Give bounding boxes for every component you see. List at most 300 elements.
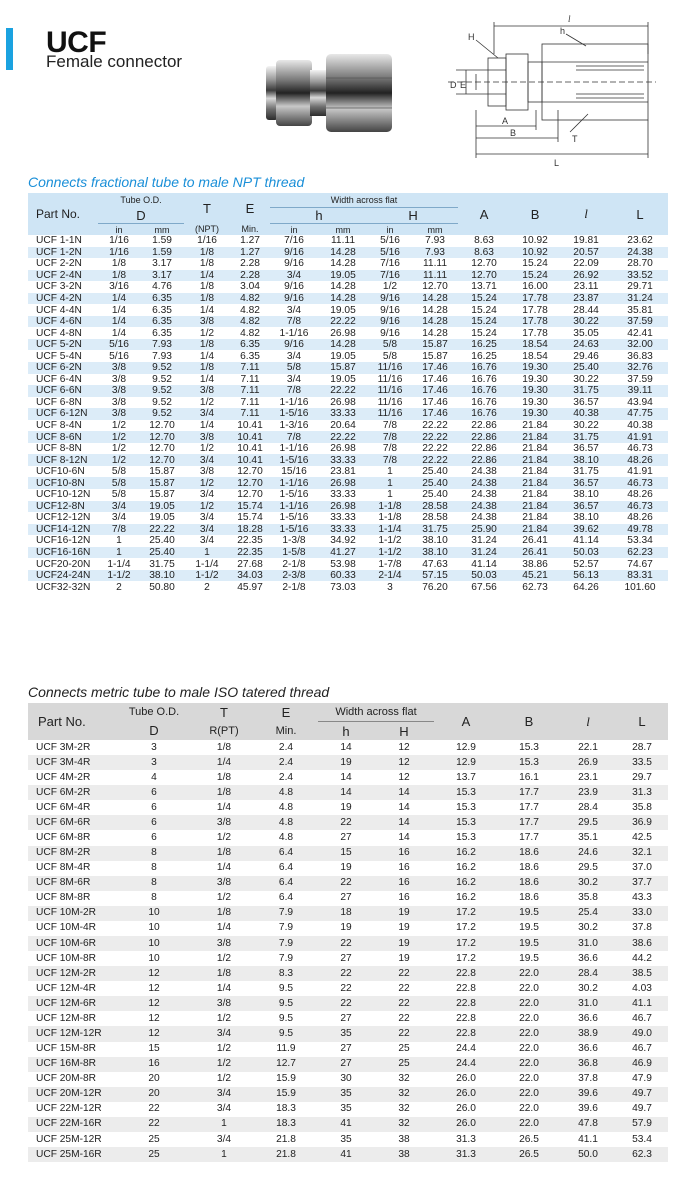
table-cell: 18.6 bbox=[498, 891, 560, 906]
table-cell: 7/8 bbox=[368, 454, 412, 466]
table-row bbox=[28, 501, 668, 513]
table-cell: 24.6 bbox=[560, 846, 616, 861]
table-cell: 9/16 bbox=[270, 339, 318, 351]
technical-drawing bbox=[436, 14, 666, 172]
table-cell: 16 bbox=[374, 876, 434, 891]
table-cell: 28.7 bbox=[616, 740, 668, 755]
product-title: UCF bbox=[46, 26, 107, 59]
table-cell: 3/8 bbox=[194, 936, 254, 951]
table-cell: 35.81 bbox=[612, 304, 668, 316]
table-cell: 6 bbox=[114, 830, 194, 845]
table-cell: 12.70 bbox=[140, 443, 184, 455]
table-cell: 41.14 bbox=[560, 535, 612, 547]
table-cell: 15.9 bbox=[254, 1087, 318, 1102]
part-number-cell: UCF 3M-2R bbox=[28, 740, 114, 755]
fractional-section-caption: Connects fractional tube to male NPT thread bbox=[28, 174, 305, 190]
dim-L-label: L bbox=[554, 158, 560, 168]
table-cell: 41 bbox=[318, 1117, 374, 1132]
table-row bbox=[28, 420, 668, 432]
table-cell: 28.44 bbox=[560, 304, 612, 316]
table-cell: 1-1/16 bbox=[270, 477, 318, 489]
table-cell: 14.28 bbox=[412, 293, 458, 305]
table-cell: 83.31 bbox=[612, 570, 668, 582]
table-cell: 64.26 bbox=[560, 581, 612, 593]
table-cell: 27 bbox=[318, 951, 374, 966]
part-number-cell: UCF 12M-8R bbox=[28, 1011, 114, 1026]
table-row bbox=[28, 921, 668, 936]
table-cell: 1/4 bbox=[184, 304, 230, 316]
table-cell: 22.22 bbox=[318, 316, 368, 328]
table-cell: 19.05 bbox=[318, 350, 368, 362]
part-number-cell: UCF16-16N bbox=[28, 547, 98, 559]
table-cell: 17.7 bbox=[498, 830, 560, 845]
table-cell: 17.7 bbox=[498, 785, 560, 800]
table-cell: 19.5 bbox=[498, 906, 560, 921]
table-cell: 6 bbox=[114, 785, 194, 800]
table-row bbox=[28, 1011, 668, 1026]
table-cell: 12.70 bbox=[230, 477, 270, 489]
table-cell: 1-1/16 bbox=[270, 443, 318, 455]
table-cell: 26.0 bbox=[434, 1117, 498, 1132]
table-cell: 1-1/16 bbox=[270, 327, 318, 339]
table-row bbox=[28, 1087, 668, 1102]
table-cell: 7.9 bbox=[254, 906, 318, 921]
table-cell: 34.92 bbox=[318, 535, 368, 547]
table-row bbox=[28, 258, 668, 270]
table-cell: 14 bbox=[318, 770, 374, 785]
table-cell: 36.6 bbox=[560, 1042, 616, 1057]
table-cell: 18.54 bbox=[510, 350, 560, 362]
table-cell: 24.38 bbox=[458, 477, 510, 489]
table-cell: 38.10 bbox=[560, 454, 612, 466]
part-number-cell: UCF 10M-8R bbox=[28, 951, 114, 966]
table-cell: 16.76 bbox=[458, 362, 510, 374]
table-cell: 17.46 bbox=[412, 397, 458, 409]
table-cell: 22.86 bbox=[458, 420, 510, 432]
table-cell: 1/4 bbox=[194, 861, 254, 876]
table-cell: 37.59 bbox=[612, 316, 668, 328]
table-cell: 27 bbox=[318, 1057, 374, 1072]
table-cell: 22 bbox=[318, 966, 374, 981]
table-cell: 15.24 bbox=[458, 293, 510, 305]
table-cell: 1/4 bbox=[184, 420, 230, 432]
table-cell: 11.9 bbox=[254, 1042, 318, 1057]
part-number-cell: UCF 1-1N bbox=[28, 235, 98, 247]
table-cell: 1-5/16 bbox=[270, 454, 318, 466]
table-cell: 5/8 bbox=[368, 339, 412, 351]
table-cell: 15.74 bbox=[230, 501, 270, 513]
part-number-cell: UCF10-6N bbox=[28, 466, 98, 478]
table-cell: 28.58 bbox=[412, 501, 458, 513]
table-cell: 22.22 bbox=[412, 454, 458, 466]
table-row bbox=[28, 443, 668, 455]
table-row bbox=[28, 815, 668, 830]
table-cell: 48.26 bbox=[612, 454, 668, 466]
part-number-cell: UCF 2-2N bbox=[28, 258, 98, 270]
table-cell: 57.15 bbox=[412, 570, 458, 582]
table-cell: 1-5/8 bbox=[270, 547, 318, 559]
table-cell: 25 bbox=[374, 1057, 434, 1072]
col-tube-od: Tube O.D. bbox=[98, 193, 184, 208]
table-cell: 35.05 bbox=[560, 327, 612, 339]
table-cell: 15.3 bbox=[434, 785, 498, 800]
table-cell: 22.0 bbox=[498, 1087, 560, 1102]
table-cell: 16 bbox=[374, 846, 434, 861]
table-cell: 6.4 bbox=[254, 876, 318, 891]
table-cell: 19.05 bbox=[318, 270, 368, 282]
table-cell: 21.84 bbox=[510, 477, 560, 489]
table-cell: 33.33 bbox=[318, 454, 368, 466]
table-cell: 31.75 bbox=[560, 466, 612, 478]
table-cell: 36.83 bbox=[612, 350, 668, 362]
table-cell: 1/2 bbox=[98, 454, 140, 466]
col-B: B bbox=[498, 703, 560, 740]
table-cell: 26.98 bbox=[318, 327, 368, 339]
table-cell: 29.5 bbox=[560, 815, 616, 830]
table-cell: 22 bbox=[114, 1117, 194, 1132]
table-cell: 35.1 bbox=[560, 830, 616, 845]
table-cell: 12.70 bbox=[230, 489, 270, 501]
table-cell: 21.84 bbox=[510, 420, 560, 432]
dim-l-label: l bbox=[568, 14, 571, 24]
table-cell: 1/8 bbox=[184, 281, 230, 293]
table-cell: 22 bbox=[114, 1102, 194, 1117]
table-cell: 1/2 bbox=[98, 420, 140, 432]
table-cell: 22.22 bbox=[412, 443, 458, 455]
table-cell: 7.11 bbox=[230, 385, 270, 397]
table-cell: 3/8 bbox=[98, 385, 140, 397]
table-cell: 26.98 bbox=[318, 443, 368, 455]
table-row bbox=[28, 339, 668, 351]
table-row bbox=[28, 385, 668, 397]
table-row bbox=[28, 350, 668, 362]
table-cell: 7.93 bbox=[140, 350, 184, 362]
table-cell: 12.9 bbox=[434, 740, 498, 755]
table-cell: 49.7 bbox=[616, 1102, 668, 1117]
col-T-sub: (NPT) bbox=[184, 224, 230, 236]
table-cell: 11.11 bbox=[412, 270, 458, 282]
table-cell: 1/8 bbox=[184, 258, 230, 270]
table-cell: 33.33 bbox=[318, 512, 368, 524]
table-cell: 13.71 bbox=[458, 281, 510, 293]
table-cell: 26.9 bbox=[560, 755, 616, 770]
table-cell: 22.0 bbox=[498, 1057, 560, 1072]
table-cell: 1 bbox=[184, 547, 230, 559]
table-cell: 17.2 bbox=[434, 936, 498, 951]
table-cell: 39.6 bbox=[560, 1102, 616, 1117]
table-row bbox=[28, 861, 668, 876]
table-cell: 17.2 bbox=[434, 921, 498, 936]
table-cell: 45.21 bbox=[510, 570, 560, 582]
table-cell: 56.13 bbox=[560, 570, 612, 582]
table-row bbox=[28, 489, 668, 501]
table-cell: 43.94 bbox=[612, 397, 668, 409]
table-cell: 21.8 bbox=[254, 1132, 318, 1147]
table-row bbox=[28, 374, 668, 386]
table-cell: 21.84 bbox=[510, 501, 560, 513]
table-cell: 12 bbox=[114, 1026, 194, 1041]
part-number-cell: UCF 4-2N bbox=[28, 293, 98, 305]
table-cell: 62.3 bbox=[616, 1147, 668, 1162]
table-cell: 1/2 bbox=[194, 1042, 254, 1057]
table-cell: 15.24 bbox=[458, 304, 510, 316]
table-cell: 15.87 bbox=[140, 489, 184, 501]
table-cell: 3.04 bbox=[230, 281, 270, 293]
fractional-table-body bbox=[28, 235, 668, 593]
table-cell: 7/16 bbox=[368, 258, 412, 270]
table-cell: 1/2 bbox=[184, 397, 230, 409]
col-L: L bbox=[612, 193, 668, 235]
table-cell: 31.75 bbox=[412, 524, 458, 536]
table-cell: 1/4 bbox=[184, 270, 230, 282]
table-cell: 49.78 bbox=[612, 524, 668, 536]
table-cell: 4.8 bbox=[254, 830, 318, 845]
table-cell: 15.24 bbox=[458, 316, 510, 328]
table-cell: 1/2 bbox=[194, 891, 254, 906]
table-cell: 22 bbox=[318, 815, 374, 830]
part-number-cell: UCF 8M-2R bbox=[28, 846, 114, 861]
table-cell: 1/4 bbox=[98, 316, 140, 328]
table-cell: 30.22 bbox=[560, 374, 612, 386]
table-cell: 26.98 bbox=[318, 477, 368, 489]
table-cell: 50.03 bbox=[458, 570, 510, 582]
table-cell: 8.63 bbox=[458, 247, 510, 259]
table-cell: 11/16 bbox=[368, 374, 412, 386]
table-cell: 41 bbox=[318, 1147, 374, 1162]
table-cell: 23.1 bbox=[560, 770, 616, 785]
table-row bbox=[28, 770, 668, 785]
table-cell: 12 bbox=[114, 996, 194, 1011]
table-cell: 21.84 bbox=[510, 489, 560, 501]
table-cell: 62.73 bbox=[510, 581, 560, 593]
table-cell: 5/8 bbox=[98, 489, 140, 501]
table-cell: 40.38 bbox=[560, 408, 612, 420]
metric-section-caption: Connects metric tube to male ISO tatered thread bbox=[28, 684, 330, 700]
table-cell: 1-1/8 bbox=[368, 501, 412, 513]
table-cell: 22.0 bbox=[498, 981, 560, 996]
table-cell: 22.35 bbox=[230, 547, 270, 559]
table-cell: 9/16 bbox=[270, 258, 318, 270]
table-cell: 9/16 bbox=[270, 293, 318, 305]
table-cell: 24.63 bbox=[560, 339, 612, 351]
part-number-cell: UCF 8M-6R bbox=[28, 876, 114, 891]
col-A: A bbox=[458, 193, 510, 235]
table-cell: 1-1/2 bbox=[368, 547, 412, 559]
table-row bbox=[28, 755, 668, 770]
table-cell: 28.4 bbox=[560, 800, 616, 815]
table-cell: 35 bbox=[318, 1132, 374, 1147]
table-cell: 16.76 bbox=[458, 385, 510, 397]
table-cell: 1/8 bbox=[98, 270, 140, 282]
table-cell: 3/4 bbox=[98, 512, 140, 524]
table-cell: 7.93 bbox=[412, 247, 458, 259]
table-cell: 28.70 bbox=[612, 258, 668, 270]
table-cell: 74.67 bbox=[612, 558, 668, 570]
table-cell: 1/8 bbox=[194, 770, 254, 785]
table-cell: 19.5 bbox=[498, 921, 560, 936]
table-cell: 1/8 bbox=[194, 785, 254, 800]
table-cell: 31.3 bbox=[434, 1132, 498, 1147]
table-cell: 2.4 bbox=[254, 755, 318, 770]
part-number-cell: UCF 22M-16R bbox=[28, 1117, 114, 1132]
table-cell: 1/8 bbox=[194, 740, 254, 755]
part-number-cell: UCF10-8N bbox=[28, 477, 98, 489]
table-cell: 43.3 bbox=[616, 891, 668, 906]
table-cell: 26.0 bbox=[434, 1087, 498, 1102]
table-cell: 37.8 bbox=[560, 1072, 616, 1087]
col-B: B bbox=[510, 193, 560, 235]
table-cell: 10 bbox=[114, 906, 194, 921]
table-cell: 24.38 bbox=[458, 512, 510, 524]
table-cell: 22 bbox=[318, 981, 374, 996]
part-number-cell: UCF 8-4N bbox=[28, 420, 98, 432]
table-cell: 19 bbox=[318, 800, 374, 815]
table-cell: 15.9 bbox=[254, 1072, 318, 1087]
table-cell: 7/8 bbox=[368, 443, 412, 455]
table-cell: 39.62 bbox=[560, 524, 612, 536]
table-cell: 3/4 bbox=[194, 1132, 254, 1147]
table-cell: 1-1/2 bbox=[98, 570, 140, 582]
table-cell: 41.27 bbox=[318, 547, 368, 559]
table-cell: 9/16 bbox=[368, 304, 412, 316]
table-cell: 41.91 bbox=[612, 466, 668, 478]
table-cell: 15.87 bbox=[140, 477, 184, 489]
table-cell: 15.3 bbox=[434, 815, 498, 830]
table-row bbox=[28, 466, 668, 478]
table-cell: 1/2 bbox=[194, 1057, 254, 1072]
table-cell: 5/16 bbox=[368, 247, 412, 259]
table-cell: 24.4 bbox=[434, 1042, 498, 1057]
table-cell: 16.00 bbox=[510, 281, 560, 293]
table-cell: 1/8 bbox=[194, 966, 254, 981]
table-cell: 3/4 bbox=[184, 489, 230, 501]
table-cell: 47.8 bbox=[560, 1117, 616, 1132]
table-cell: 14 bbox=[374, 815, 434, 830]
table-cell: 1/16 bbox=[98, 247, 140, 259]
col-h-in: in bbox=[270, 224, 318, 236]
part-number-cell: UCF 6M-8R bbox=[28, 830, 114, 845]
table-cell: 15 bbox=[114, 1042, 194, 1057]
table-cell: 1.59 bbox=[140, 247, 184, 259]
table-cell: 19.81 bbox=[560, 235, 612, 247]
table-cell: 2.4 bbox=[254, 770, 318, 785]
table-cell: 36.6 bbox=[560, 1011, 616, 1026]
table-cell: 3/8 bbox=[184, 466, 230, 478]
part-number-cell: UCF 8-12N bbox=[28, 454, 98, 466]
table-cell: 47.75 bbox=[612, 408, 668, 420]
table-cell: 36.8 bbox=[560, 1057, 616, 1072]
table-cell: 7.11 bbox=[230, 397, 270, 409]
table-cell: 22.8 bbox=[434, 981, 498, 996]
table-row bbox=[28, 247, 668, 259]
table-cell: 12.70 bbox=[140, 431, 184, 443]
table-cell: 19.05 bbox=[140, 512, 184, 524]
dim-H-label: H bbox=[468, 32, 475, 42]
dim-A-label: A bbox=[502, 116, 509, 126]
table-cell: 16.2 bbox=[434, 846, 498, 861]
table-cell: 12.70 bbox=[458, 258, 510, 270]
table-cell: 2 bbox=[184, 581, 230, 593]
table-cell: 1-5/16 bbox=[270, 512, 318, 524]
table-cell: 16.2 bbox=[434, 861, 498, 876]
table-cell: 21.84 bbox=[510, 431, 560, 443]
table-cell: 9.5 bbox=[254, 981, 318, 996]
table-cell: 12.70 bbox=[140, 454, 184, 466]
table-cell: 1/8 bbox=[184, 339, 230, 351]
table-cell: 1 bbox=[194, 1147, 254, 1162]
table-cell: 7/16 bbox=[270, 235, 318, 247]
table-row bbox=[28, 936, 668, 951]
table-cell: 14 bbox=[374, 800, 434, 815]
table-cell: 38.86 bbox=[510, 558, 560, 570]
table-cell: 17.46 bbox=[412, 408, 458, 420]
table-cell: 14.28 bbox=[318, 281, 368, 293]
table-cell: 37.7 bbox=[616, 876, 668, 891]
table-cell: 46.7 bbox=[616, 1011, 668, 1026]
table-cell: 2-1/8 bbox=[270, 558, 318, 570]
table-cell: 26.92 bbox=[560, 270, 612, 282]
table-cell: 11/16 bbox=[368, 362, 412, 374]
table-cell: 15.74 bbox=[230, 512, 270, 524]
part-number-cell: UCF 10M-6R bbox=[28, 936, 114, 951]
part-number-cell: UCF 10M-4R bbox=[28, 921, 114, 936]
table-row bbox=[28, 270, 668, 282]
table-cell: 14 bbox=[374, 830, 434, 845]
part-number-cell: UCF 15M-8R bbox=[28, 1042, 114, 1057]
table-row bbox=[28, 547, 668, 559]
table-cell: 29.7 bbox=[616, 770, 668, 785]
table-cell: 14.28 bbox=[318, 339, 368, 351]
table-cell: 19 bbox=[318, 755, 374, 770]
table-cell: 19.30 bbox=[510, 408, 560, 420]
table-cell: 29.46 bbox=[560, 350, 612, 362]
table-cell: 18.6 bbox=[498, 876, 560, 891]
table-cell: 17.2 bbox=[434, 906, 498, 921]
table-cell: 32 bbox=[374, 1087, 434, 1102]
table-cell: 1/8 bbox=[184, 247, 230, 259]
part-number-cell: UCF 12M-2R bbox=[28, 966, 114, 981]
table-cell: 4.76 bbox=[140, 281, 184, 293]
table-cell: 38.6 bbox=[616, 936, 668, 951]
table-cell: 21.84 bbox=[510, 443, 560, 455]
table-cell: 19 bbox=[374, 906, 434, 921]
table-cell: 12.70 bbox=[458, 270, 510, 282]
table-cell: 18.28 bbox=[230, 524, 270, 536]
table-row bbox=[28, 431, 668, 443]
table-cell: 12 bbox=[114, 1011, 194, 1026]
col-H-in: in bbox=[368, 224, 412, 236]
table-cell: 22.8 bbox=[434, 996, 498, 1011]
col-L: L bbox=[616, 703, 668, 740]
table-cell: 2-1/8 bbox=[270, 581, 318, 593]
part-number-cell: UCF 6M-4R bbox=[28, 800, 114, 815]
table-cell: 22.86 bbox=[458, 443, 510, 455]
table-cell: 6.4 bbox=[254, 846, 318, 861]
table-cell: 9.5 bbox=[254, 996, 318, 1011]
part-number-cell: UCF 22M-12R bbox=[28, 1102, 114, 1117]
table-cell: 26.0 bbox=[434, 1072, 498, 1087]
table-cell: 30.22 bbox=[560, 316, 612, 328]
table-cell: 3/8 bbox=[194, 996, 254, 1011]
table-cell: 32 bbox=[374, 1117, 434, 1132]
table-cell: 7/8 bbox=[270, 316, 318, 328]
table-cell: 22 bbox=[318, 936, 374, 951]
part-number-cell: UCF 20M-12R bbox=[28, 1087, 114, 1102]
part-number-cell: UCF 3M-4R bbox=[28, 755, 114, 770]
table-cell: 22 bbox=[374, 966, 434, 981]
table-cell: 31.75 bbox=[140, 558, 184, 570]
table-cell: 36.57 bbox=[560, 477, 612, 489]
